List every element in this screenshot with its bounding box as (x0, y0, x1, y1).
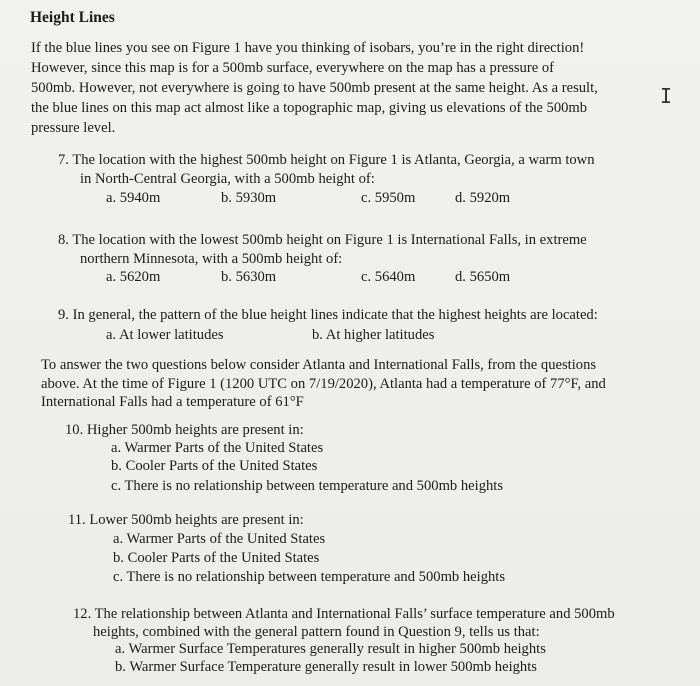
answer-option: b. Warmer Surface Temperature generally result in lower 500mb heights (115, 659, 537, 675)
answer-option: a. Warmer Surface Temperatures generally result in higher 500mb heights (115, 641, 546, 657)
answer-option: b. At higher latitudes (312, 327, 435, 343)
intro-line: pressure level. (31, 120, 116, 136)
page-title: Height Lines (30, 9, 115, 26)
question-text: 11. Lower 500mb heights are present in: (68, 512, 304, 528)
context-line: above. At the time of Figure 1 (1200 UTC on 7/19/2020), Atlanta had a temperature of 77°F, and (41, 376, 606, 392)
answer-option: c. There is no relationship between temperature and 500mb heights (113, 569, 506, 585)
answer-option: b. Cooler Parts of the United States (111, 458, 318, 474)
intro-line: 500mb. However, not everywhere is going to have 500mb present at the same height. As a result, (31, 80, 598, 96)
question-text: heights, combined with the general pattern found in Question 9, tells us that: (93, 624, 540, 640)
intro-line: the blue lines on this map act almost like a topographic map, giving us elevations of the 500mb (31, 100, 588, 116)
answer-option: d. 5650m (455, 269, 511, 285)
answer-option: a. At lower latitudes (106, 327, 224, 343)
question-text: 10. Higher 500mb heights are present in: (65, 422, 304, 438)
context-line: International Falls had a temperature of 61°F (41, 394, 304, 410)
intro-line: However, since this map is for a 500mb surface, everywhere on the map has a pressure of (31, 60, 554, 76)
answer-option: c. 5640m (361, 269, 416, 285)
question-text: 12. The relationship between Atlanta and International Falls’ surface temperature and 500mb (73, 606, 615, 622)
answer-option: c. There is no relationship between temperature and 500mb heights (111, 478, 504, 494)
context-line: To answer the two questions below consider Atlanta and International Falls, from the questions (41, 357, 597, 373)
answer-option: c. 5950m (361, 190, 416, 206)
question-text: 9. In general, the pattern of the blue height lines indicate that the highest heights are located: (58, 307, 598, 323)
question-text: in North-Central Georgia, with a 500mb height of: (80, 171, 375, 187)
intro-line: If the blue lines you see on Figure 1 have you thinking of isobars, you’re in the right direction! (31, 40, 585, 56)
question-text: northern Minnesota, with a 500mb height of: (80, 251, 343, 267)
answer-option: a. 5620m (106, 269, 161, 285)
question-text: 7. The location with the highest 500mb height on Figure 1 is Atlanta, Georgia, a warm town (58, 152, 595, 168)
question-text: 8. The location with the lowest 500mb height on Figure 1 is International Falls, in extreme (58, 232, 587, 248)
answer-option: a. Warmer Parts of the United States (111, 440, 324, 456)
answer-option: b. 5930m (221, 190, 277, 206)
answer-option: a. Warmer Parts of the United States (113, 531, 326, 547)
answer-option: a. 5940m (106, 190, 161, 206)
text-cursor-icon: I (660, 84, 673, 108)
answer-option: b. Cooler Parts of the United States (113, 550, 320, 566)
answer-option: d. 5920m (455, 190, 511, 206)
answer-option: b. 5630m (221, 269, 277, 285)
